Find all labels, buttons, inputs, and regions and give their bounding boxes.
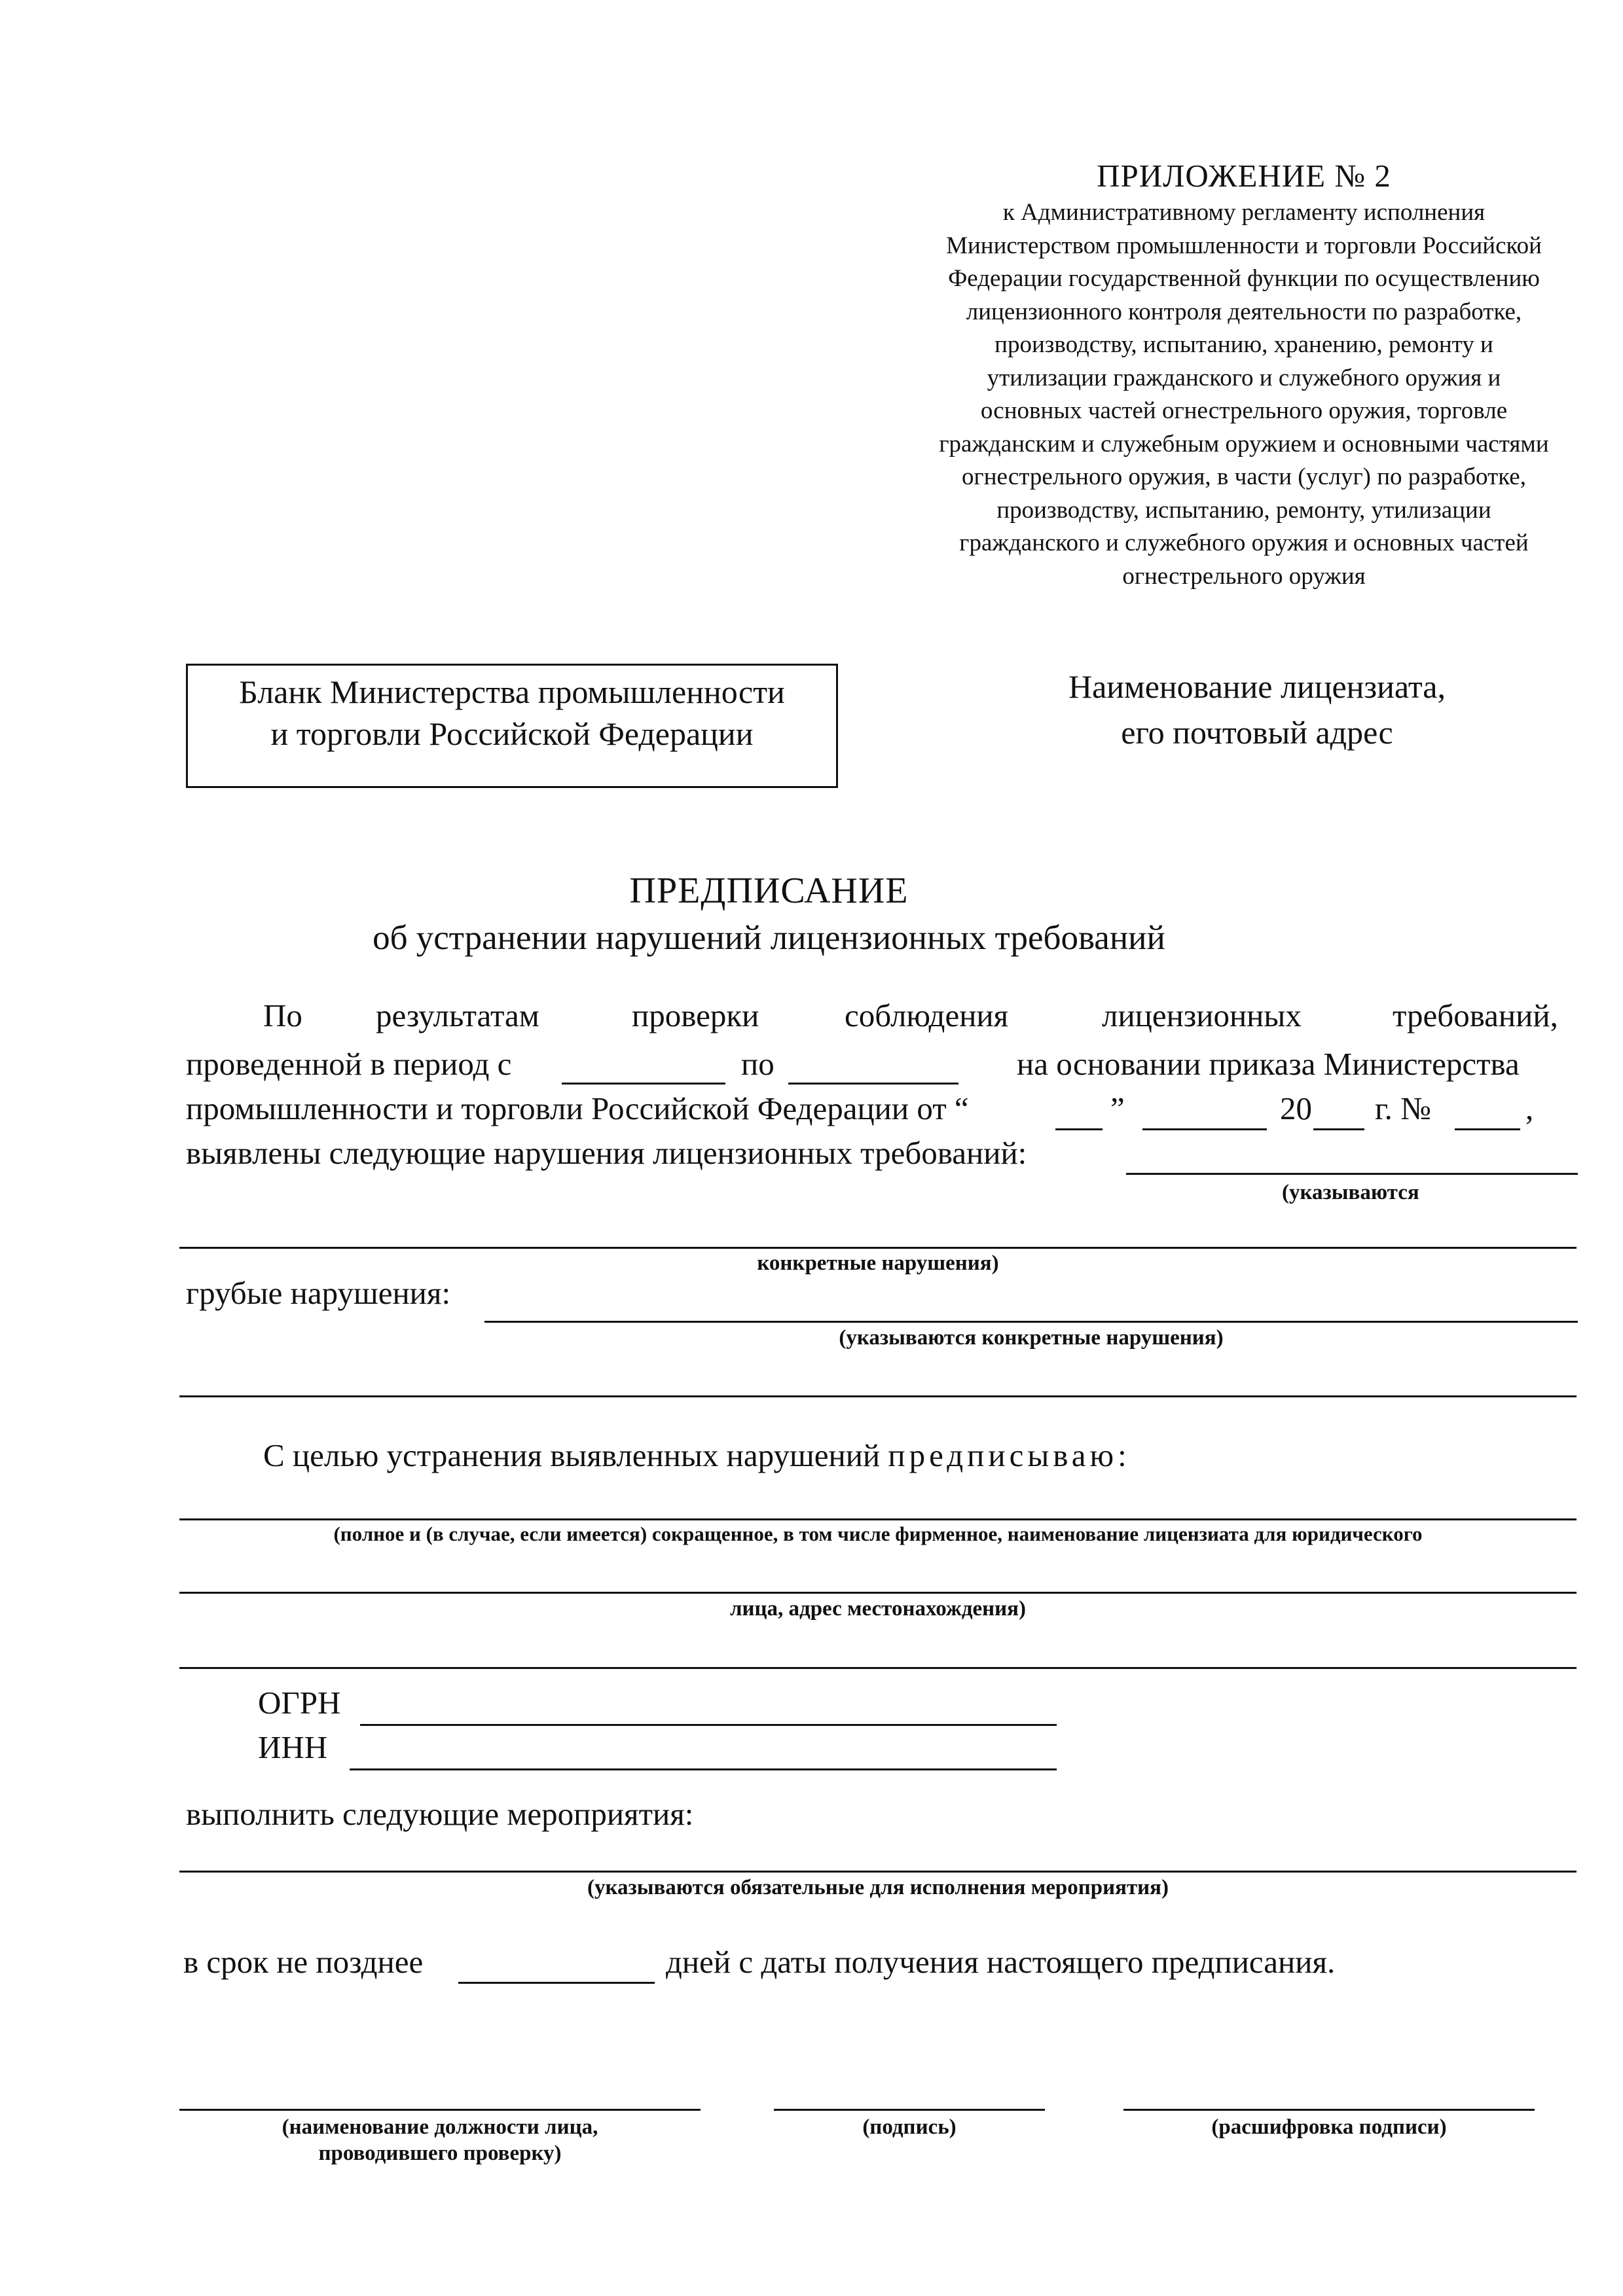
order-month-blank[interactable] <box>1142 1128 1267 1130</box>
para-word: По <box>263 997 302 1033</box>
para-text: по <box>741 1046 775 1082</box>
field-caption: (указываются <box>1282 1181 1419 1204</box>
ogrn-label: ОГРН <box>258 1685 341 1721</box>
date-from-blank[interactable] <box>562 1083 725 1085</box>
para-text: выявлены следующие нарушения лицензионных требований: <box>186 1135 1027 1171</box>
purpose-text <box>263 1435 1131 1477</box>
annex-line: Федерации государственной функции по осуществлению <box>948 265 1540 292</box>
licensee-address-blank[interactable] <box>179 1667 1577 1669</box>
para-text: ” <box>1110 1090 1125 1126</box>
order-day-blank[interactable] <box>1055 1128 1103 1130</box>
annex-line: к Административному регламенту исполнения <box>1002 199 1486 226</box>
annex-line: основных частей огнестрельного оружия, торговле <box>980 397 1508 424</box>
licensee-name-blank[interactable] <box>179 1518 1577 1520</box>
para-text: 20 <box>1280 1090 1312 1126</box>
measures-label: выполнить следующие мероприятия: <box>186 1796 694 1832</box>
inn-label: ИНН <box>258 1729 328 1765</box>
signature-decode-blank[interactable] <box>1123 2109 1535 2111</box>
order-number-blank[interactable] <box>1455 1128 1520 1130</box>
para-word: проверки <box>632 997 759 1033</box>
para-text: промышленности и торговли Российской Федерации от “ <box>186 1090 969 1126</box>
annex-header <box>890 156 1597 593</box>
field-caption: конкретные нарушения) <box>757 1251 999 1275</box>
annex-line: производству, испытанию, ремонту, утилизации <box>996 496 1491 524</box>
para-text: на основании приказа Министерства <box>1017 1046 1520 1082</box>
caption-line: (наименование должности лица, <box>282 2115 598 2139</box>
recipient-line: его почтовый адрес <box>1121 714 1393 751</box>
para-word: требований, <box>1393 997 1558 1033</box>
licensee-name-blank-2[interactable] <box>179 1592 1577 1594</box>
measures-blank[interactable] <box>179 1871 1577 1873</box>
signature-caption-decode: (расшифровка подписи) <box>1211 2115 1447 2139</box>
annex-line: Министерством промышленности и торговли Российской <box>946 232 1542 259</box>
document-title: ПРЕДПИСАНИЕ <box>629 870 909 911</box>
annex-line: гражданским и служебным оружием и основными частями <box>939 430 1549 457</box>
annex-body <box>890 196 1597 593</box>
annex-line: утилизации гражданского и служебного оружия и <box>987 364 1501 391</box>
para-text: г. № <box>1375 1090 1431 1126</box>
position-blank[interactable] <box>179 2109 701 2111</box>
letterhead-line: и торговли Российской Федерации <box>270 715 754 752</box>
letterhead-line: Бланк Министерства промышленности <box>239 673 785 710</box>
purpose-text-a: С целью устранения выявленных нарушений <box>263 1437 888 1473</box>
date-to-blank[interactable] <box>788 1083 958 1085</box>
annex-line: гражданского и служебного оружия и основных частей <box>959 529 1529 556</box>
signature-blank[interactable] <box>774 2109 1045 2111</box>
field-caption: (указываются конкретные нарушения) <box>839 1326 1224 1350</box>
para-word: результатам <box>376 997 539 1033</box>
violations-blank-2[interactable] <box>179 1247 1577 1249</box>
para-text: , <box>1525 1090 1534 1126</box>
annex-line: огнестрельного оружия <box>1122 562 1366 590</box>
order-year-blank[interactable] <box>1313 1128 1364 1130</box>
document-title-block <box>0 867 1623 961</box>
purpose-text-b: предписываю: <box>888 1437 1131 1473</box>
gross-violations-blank[interactable] <box>484 1321 1578 1323</box>
letterhead-box <box>186 664 838 788</box>
recipient-line: Наименование лицензиата, <box>1068 668 1446 705</box>
signature-caption-sign: (подпись) <box>862 2115 957 2139</box>
field-caption: (полное и (в случае, если имеется) сокращенное, в том числе фирменное, наименование лицензиата для юридического <box>333 1522 1423 1545</box>
deadline-days-blank[interactable] <box>458 1982 655 1984</box>
violations-blank[interactable] <box>1126 1173 1578 1175</box>
document-subtitle: об устранении нарушений лицензионных требований <box>373 919 1165 957</box>
field-caption: лица, адрес местонахождения) <box>729 1597 1027 1621</box>
recipient-block <box>995 664 1519 755</box>
annex-line: лицензионного контроля деятельности по разработке, <box>966 298 1522 325</box>
gross-violations-blank-2[interactable] <box>179 1395 1577 1397</box>
annex-line: огнестрельного оружия, в части (услуг) по разработке, <box>962 463 1526 490</box>
annex-line: производству, испытанию, хранению, ремонту и <box>994 331 1493 358</box>
field-caption: (указываются обязательные для исполнения мероприятия) <box>587 1876 1169 1899</box>
para-word: соблюдения <box>845 997 1009 1033</box>
annex-title: ПРИЛОЖЕНИЕ № 2 <box>1097 158 1391 194</box>
para-word: лицензионных <box>1102 997 1302 1033</box>
para-text: проведенной в период с <box>186 1046 512 1082</box>
signature-caption-position <box>179 2114 701 2166</box>
gross-violations-label: грубые нарушения: <box>186 1275 451 1311</box>
inn-blank[interactable] <box>350 1768 1057 1770</box>
ogrn-blank[interactable] <box>360 1724 1057 1726</box>
caption-line: проводившего проверку) <box>318 2142 562 2165</box>
deadline-text: в срок не позднее <box>183 1944 424 1980</box>
deadline-text: дней с даты получения настоящего предписания. <box>666 1944 1336 1980</box>
